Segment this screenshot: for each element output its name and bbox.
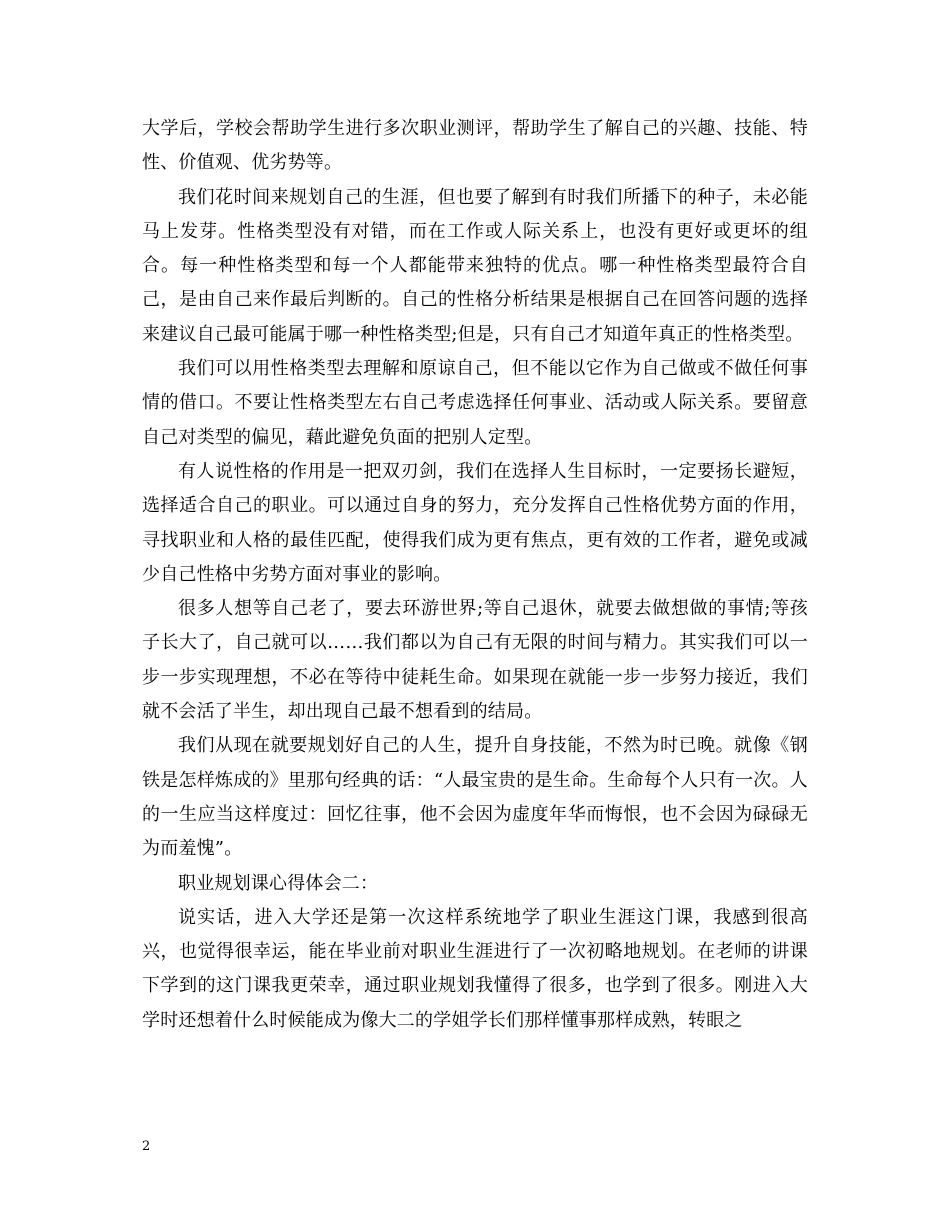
section-heading: 职业规划课心得体会二： [178,872,379,894]
page-number: 2 [142,1139,151,1154]
paragraph-4: 有人说性格的作用是一把双刃剑，我们在选择人生目标时，一定要扬长避短，选择适合自己的职业。可以通过自身的努力，充分发挥自己性格优势方面的作用，寻找职业和人格的最佳匹配，使得我们成为更有焦点，更有效的工作者，避免或减少自己性格中劣势方面对事业的影响。 [142,460,808,585]
paragraph-6: 我们从现在就要规划好自己的人生，提升自身技能，不然为时已晚。就像《钢铁是怎样炼成的》里那句经典的话：“人最宝贵的是生命。生命每个人只有一次。人的一生应当这样度过：回忆往事，他不会因为虚度年华而悔恨，也不会因为碌碌无为而羞愧”。 [142,735,808,860]
paragraph-3: 我们可以用性格类型去理解和原谅自己，但不能以它作为自己做或不做任何事情的借口。不要让性格类型左右自己考虑选择任何事业、活动或人际关系。要留意自己对类型的偏见，藉此避免负面的把别人定型。 [142,358,808,448]
paragraph-1: 大学后，学校会帮助学生进行多次职业测评，帮助学生了解自己的兴趣、技能、特性、价值观、优劣势等。 [142,118,808,174]
paragraph-2: 我们花时间来规划自己的生涯，但也要了解到有时我们所播下的种子，未必能马上发芽。性格类型没有对错，而在工作或人际关系上，也没有更好或更坏的组合。每一种性格类型和每一个人都能带来独特的优点。哪一种性格类型最符合自己，是由自己来作最后判断的。自己的性格分析结果是根据自己在回答问题的选择来建议自己最可能属于哪一种性格类型;但是，只有自己才知道年真正的性格类型。 [142,186,808,345]
paragraph-5: 很多人想等自己老了，要去环游世界;等自己退休，就要去做想做的事情;等孩子长大了，自己就可以……我们都以为自己有无限的时间与精力。其实我们可以一步一步实现理想，不必在等待中徒耗生命。如果现在就能一步一步努力接近，我们就不会活了半生，却出现自己最不想看到的结局。 [142,598,808,723]
body-text [142,112,808,1038]
paragraph-7: 说实话，进入大学还是第一次这样系统地学了职业生涯这门课，我感到很高兴，也觉得很幸运，能在毕业前对职业生涯进行了一次初略地规划。在老师的讲课下学到的这门课我更荣幸，通过职业规划我懂得了很多，也学到了很多。刚进入大学时还想着什么时候能成为像大二的学姐学长们那样懂事那样成熟，转眼之 [142,906,808,1031]
